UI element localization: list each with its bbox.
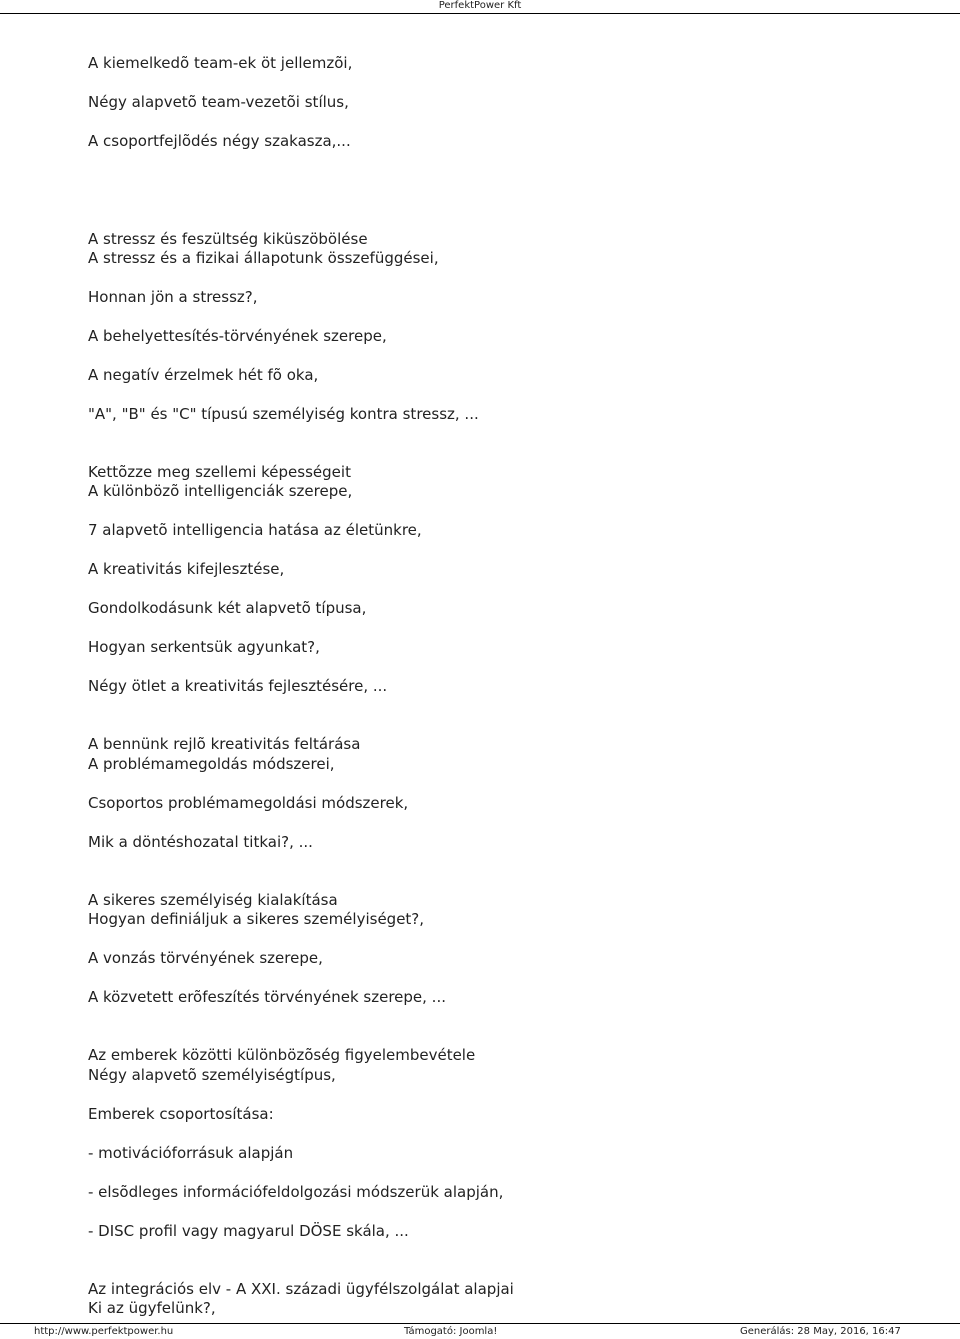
text-line: Csoportos problémamegoldási módszerek, [88, 794, 409, 812]
text-line: A kreativitás kifejlesztése, [88, 560, 285, 578]
footer-url-link[interactable]: http://www.perfektpower.hu [34, 1326, 174, 1337]
text-line: A behelyettesítés-törvényének szerepe, [88, 327, 387, 345]
text-line: - elsõdleges információfeldolgozási módszerük alapján, [88, 1183, 504, 1201]
page-footer [0, 1323, 960, 1339]
text-line: Hogyan serkentsük agyunkat?, [88, 638, 320, 656]
text-line: A csoportfejlõdés négy szakasza,... [88, 132, 351, 150]
text-line: A stressz és feszültség kiküszöbölése [88, 230, 368, 248]
text-line: A negatív érzelmek hét fõ oka, [88, 366, 319, 384]
text-line: Négy alapvetõ személyiségtípus, [88, 1066, 336, 1084]
text-line: Négy alapvetõ team-vezetõi stílus, [88, 93, 349, 111]
text-line: Az emberek közötti különbözõség figyelembevétele [88, 1046, 476, 1064]
footer-support: Támogató: Joomla! [404, 1326, 498, 1337]
text-line: Gondolkodásunk két alapvetõ típusa, [88, 599, 367, 617]
text-line: Kettõzze meg szellemi képességeit [88, 463, 351, 481]
text-line: A különbözõ intelligenciák szerepe, [88, 482, 353, 500]
text-line: A stressz és a fizikai állapotunk összefüggései, [88, 249, 439, 267]
text-line: A sikeres személyiség kialakítása [88, 891, 338, 909]
text-line: Honnan jön a stressz?, [88, 288, 258, 306]
text-line: Mik a döntéshozatal titkai?, ... [88, 833, 313, 851]
text-line: Négy ötlet a kreativitás fejlesztésére, ... [88, 677, 388, 695]
header-title: PerfektPower Kft [438, 0, 522, 11]
text-line: Az integrációs elv - A XXI. századi ügyfélszolgálat alapjai [88, 1280, 514, 1298]
footer-generated: Generálás: 28 May, 2016, 16:47 [740, 1326, 901, 1337]
text-line: Hogyan definiáljuk a sikeres személyiséget?, [88, 910, 425, 928]
text-line: - motivációforrásuk alapján [88, 1144, 294, 1162]
text-line: 7 alapvetõ intelligencia hatása az életünkre, [88, 521, 422, 539]
text-line: - DISC profil vagy magyarul DÖSE skála, ... [88, 1222, 409, 1240]
text-line: Ki az ügyfelünk?, [88, 1299, 216, 1317]
text-line: "A", "B" és "C" típusú személyiség kontra stressz, ... [88, 405, 479, 423]
text-line: A közvetett erõfeszítés törvényének szerepe, ... [88, 988, 446, 1006]
text-line: A kiemelkedõ team-ek öt jellemzõi, [88, 54, 353, 72]
text-line: A vonzás törvényének szerepe, [88, 949, 323, 967]
text-line: A problémamegoldás módszerei, [88, 755, 335, 773]
text-line: Emberek csoportosítása: [88, 1105, 274, 1123]
page-header [0, 0, 960, 14]
text-line: A bennünk rejlõ kreativitás feltárása [88, 735, 361, 753]
